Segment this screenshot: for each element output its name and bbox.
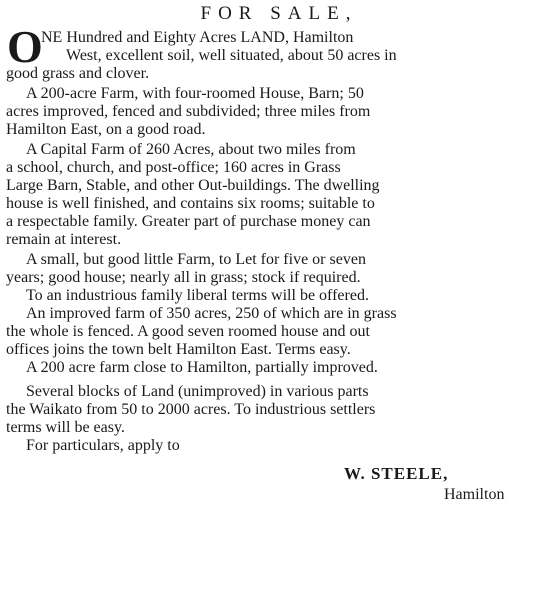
listing-small-farm-to-let [6,251,552,305]
listing-line: A 200 acre farm close to Hamilton, partially improved. [26,359,378,376]
signature-place: Hamilton [444,486,505,503]
drop-cap-letter: O [7,21,43,72]
listing-line: terms will be easy. [6,419,125,436]
listing-line: remain at interest. [6,231,122,248]
listing-line: A 200-acre Farm, with four-roomed House, Barn; 50 [26,85,364,102]
listing-200-acre-farm-close-to-hamilton [6,359,552,377]
listing-line: years; good house; nearly all in grass; stock if required. [6,269,361,286]
listing-line: An improved farm of 350 acres, 250 of which are in grass [26,305,397,322]
listing-line: a respectable family. Greater part of purchase money can [6,213,371,230]
listing-line: house is well finished, and contains six rooms; suitable to [6,195,375,212]
listing-line: good grass and clover. [6,65,150,82]
listing-line: Large Barn, Stable, and other Out-buildings. The dwelling [6,177,380,194]
listing-line: West, excellent soil, well situated, about 50 acres in [66,47,397,64]
listing-line: offices joins the town belt Hamilton East. Terms easy. [6,341,351,358]
particulars-note [6,437,552,455]
listing-hamilton-west-land [6,21,552,83]
listing-line: To an industrious family liberal terms will be offered. [26,287,369,304]
headline: FOR SALE, [200,3,358,24]
listing-line: Hamilton East, on a good road. [6,121,206,138]
listing-line: the Waikato from 50 to 2000 acres. To industrious settlers [6,401,376,418]
listing-line: NE Hundred and Eighty Acres LAND, Hamilton [41,29,354,46]
listing-line: A small, but good little Farm, to Let for five or seven [26,251,366,268]
listing-line: For particulars, apply to [26,437,180,454]
listing-line: Several blocks of Land (unimproved) in various parts [26,383,369,400]
signature-name: W. STEELE, [344,464,449,483]
listing-improved-farm-350-acres [6,305,552,359]
listing-line: acres improved, fenced and subdivided; three miles from [6,103,371,120]
listing-line: the whole is fenced. A good seven roomed house and out [6,323,370,340]
listing-capital-farm-260-acres [6,141,552,249]
listing-line: A Capital Farm of 260 Acres, about two miles from [26,141,356,158]
listing-blocks-of-land [6,383,552,437]
listing-line: a school, church, and post-office; 160 acres in Grass [6,159,341,176]
listing-200-acre-farm-barn [6,85,552,139]
